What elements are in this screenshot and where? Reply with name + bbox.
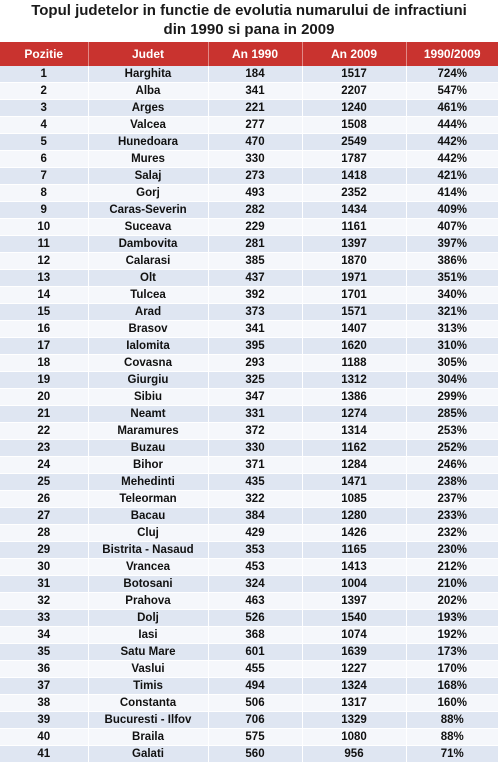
cell-an-1990: 372 bbox=[208, 423, 302, 440]
cell-judet: Alba bbox=[88, 83, 208, 100]
cell-judet: Hunedoara bbox=[88, 134, 208, 151]
cell-pozitie: 25 bbox=[0, 474, 88, 491]
cell-ratio: 230% bbox=[406, 542, 498, 559]
table-row bbox=[0, 678, 498, 695]
col-header-an-2009: An 2009 bbox=[302, 42, 406, 66]
cell-an-2009: 1787 bbox=[302, 151, 406, 168]
cell-pozitie: 40 bbox=[0, 729, 88, 746]
cell-an-2009: 1397 bbox=[302, 593, 406, 610]
cell-judet: Neamt bbox=[88, 406, 208, 423]
cell-pozitie: 7 bbox=[0, 168, 88, 185]
table-row bbox=[0, 304, 498, 321]
cell-an-2009: 1161 bbox=[302, 219, 406, 236]
cell-ratio: 724% bbox=[406, 66, 498, 83]
cell-ratio: 173% bbox=[406, 644, 498, 661]
cell-judet: Ialomita bbox=[88, 338, 208, 355]
cell-pozitie: 35 bbox=[0, 644, 88, 661]
cell-ratio: 351% bbox=[406, 270, 498, 287]
cell-judet: Buzau bbox=[88, 440, 208, 457]
cell-judet: Dambovita bbox=[88, 236, 208, 253]
cell-judet: Iasi bbox=[88, 627, 208, 644]
cell-ratio: 71% bbox=[406, 746, 498, 763]
table-row bbox=[0, 491, 498, 508]
table-title bbox=[0, 0, 498, 42]
cell-an-1990: 494 bbox=[208, 678, 302, 695]
cell-ratio: 313% bbox=[406, 321, 498, 338]
title-line-2: din 1990 si pana in 2009 bbox=[163, 21, 335, 38]
cell-an-2009: 1284 bbox=[302, 457, 406, 474]
cell-ratio: 414% bbox=[406, 185, 498, 202]
cell-an-1990: 455 bbox=[208, 661, 302, 678]
cell-ratio: 233% bbox=[406, 508, 498, 525]
table-row bbox=[0, 321, 498, 338]
cell-ratio: 168% bbox=[406, 678, 498, 695]
cell-an-2009: 1540 bbox=[302, 610, 406, 627]
table-body bbox=[0, 66, 498, 763]
cell-an-1990: 282 bbox=[208, 202, 302, 219]
cell-ratio: 238% bbox=[406, 474, 498, 491]
table-row bbox=[0, 100, 498, 117]
cell-ratio: 409% bbox=[406, 202, 498, 219]
table-header bbox=[0, 42, 498, 66]
cell-pozitie: 41 bbox=[0, 746, 88, 763]
cell-pozitie: 29 bbox=[0, 542, 88, 559]
cell-ratio: 461% bbox=[406, 100, 498, 117]
cell-pozitie: 31 bbox=[0, 576, 88, 593]
table-row bbox=[0, 236, 498, 253]
cell-pozitie: 20 bbox=[0, 389, 88, 406]
table-row bbox=[0, 729, 498, 746]
cell-ratio: 253% bbox=[406, 423, 498, 440]
cell-judet: Bihor bbox=[88, 457, 208, 474]
cell-an-2009: 2352 bbox=[302, 185, 406, 202]
cell-an-1990: 575 bbox=[208, 729, 302, 746]
table-row bbox=[0, 134, 498, 151]
cell-an-1990: 373 bbox=[208, 304, 302, 321]
cell-judet: Giurgiu bbox=[88, 372, 208, 389]
cell-an-2009: 1870 bbox=[302, 253, 406, 270]
cell-pozitie: 2 bbox=[0, 83, 88, 100]
cell-judet: Vrancea bbox=[88, 559, 208, 576]
cell-an-1990: 341 bbox=[208, 321, 302, 338]
cell-an-2009: 1162 bbox=[302, 440, 406, 457]
cell-ratio: 237% bbox=[406, 491, 498, 508]
cell-an-1990: 368 bbox=[208, 627, 302, 644]
cell-pozitie: 24 bbox=[0, 457, 88, 474]
cell-an-2009: 2549 bbox=[302, 134, 406, 151]
cell-pozitie: 5 bbox=[0, 134, 88, 151]
cell-judet: Bacau bbox=[88, 508, 208, 525]
table-row bbox=[0, 644, 498, 661]
table-row bbox=[0, 168, 498, 185]
cell-ratio: 88% bbox=[406, 712, 498, 729]
cell-pozitie: 39 bbox=[0, 712, 88, 729]
cell-an-2009: 1517 bbox=[302, 66, 406, 83]
table-row bbox=[0, 525, 498, 542]
table-row bbox=[0, 508, 498, 525]
cell-judet: Gorj bbox=[88, 185, 208, 202]
cell-pozitie: 17 bbox=[0, 338, 88, 355]
cell-judet: Calarasi bbox=[88, 253, 208, 270]
cell-an-2009: 1080 bbox=[302, 729, 406, 746]
cell-pozitie: 33 bbox=[0, 610, 88, 627]
table-row bbox=[0, 117, 498, 134]
table-row bbox=[0, 253, 498, 270]
col-header-judet: Judet bbox=[88, 42, 208, 66]
cell-judet: Bucuresti - Ilfov bbox=[88, 712, 208, 729]
cell-ratio: 160% bbox=[406, 695, 498, 712]
cell-judet: Constanta bbox=[88, 695, 208, 712]
cell-an-1990: 560 bbox=[208, 746, 302, 763]
cell-an-1990: 384 bbox=[208, 508, 302, 525]
title-line-1: Topul judetelor in functie de evolutia numarului de infractiuni bbox=[31, 2, 467, 19]
cell-an-2009: 1386 bbox=[302, 389, 406, 406]
cell-an-1990: 229 bbox=[208, 219, 302, 236]
cell-ratio: 285% bbox=[406, 406, 498, 423]
table-row bbox=[0, 542, 498, 559]
cell-judet: Suceava bbox=[88, 219, 208, 236]
cell-ratio: 407% bbox=[406, 219, 498, 236]
cell-an-1990: 371 bbox=[208, 457, 302, 474]
cell-judet: Braila bbox=[88, 729, 208, 746]
table-row bbox=[0, 440, 498, 457]
cell-an-1990: 506 bbox=[208, 695, 302, 712]
cell-ratio: 192% bbox=[406, 627, 498, 644]
cell-ratio: 210% bbox=[406, 576, 498, 593]
cell-judet: Sibiu bbox=[88, 389, 208, 406]
cell-judet: Tulcea bbox=[88, 287, 208, 304]
cell-an-1990: 493 bbox=[208, 185, 302, 202]
cell-an-2009: 956 bbox=[302, 746, 406, 763]
cell-an-2009: 1407 bbox=[302, 321, 406, 338]
cell-judet: Caras-Severin bbox=[88, 202, 208, 219]
cell-pozitie: 21 bbox=[0, 406, 88, 423]
cell-pozitie: 26 bbox=[0, 491, 88, 508]
ranking-table bbox=[0, 42, 498, 763]
cell-an-1990: 330 bbox=[208, 440, 302, 457]
cell-an-2009: 1324 bbox=[302, 678, 406, 695]
cell-an-2009: 1240 bbox=[302, 100, 406, 117]
cell-ratio: 321% bbox=[406, 304, 498, 321]
cell-an-1990: 293 bbox=[208, 355, 302, 372]
table-row bbox=[0, 610, 498, 627]
cell-an-1990: 277 bbox=[208, 117, 302, 134]
cell-judet: Vaslui bbox=[88, 661, 208, 678]
cell-an-1990: 392 bbox=[208, 287, 302, 304]
cell-judet: Salaj bbox=[88, 168, 208, 185]
cell-judet: Arad bbox=[88, 304, 208, 321]
cell-an-1990: 331 bbox=[208, 406, 302, 423]
cell-an-1990: 706 bbox=[208, 712, 302, 729]
cell-judet: Harghita bbox=[88, 66, 208, 83]
cell-an-2009: 1471 bbox=[302, 474, 406, 491]
table-row bbox=[0, 219, 498, 236]
cell-an-2009: 1280 bbox=[302, 508, 406, 525]
cell-pozitie: 36 bbox=[0, 661, 88, 678]
table-row bbox=[0, 576, 498, 593]
table-row bbox=[0, 66, 498, 83]
cell-an-2009: 1317 bbox=[302, 695, 406, 712]
cell-judet: Prahova bbox=[88, 593, 208, 610]
cell-an-2009: 1639 bbox=[302, 644, 406, 661]
cell-judet: Arges bbox=[88, 100, 208, 117]
cell-judet: Mehedinti bbox=[88, 474, 208, 491]
cell-judet: Timis bbox=[88, 678, 208, 695]
cell-pozitie: 28 bbox=[0, 525, 88, 542]
cell-ratio: 547% bbox=[406, 83, 498, 100]
cell-ratio: 304% bbox=[406, 372, 498, 389]
col-header-ratio: 1990/2009 bbox=[406, 42, 498, 66]
cell-an-2009: 1312 bbox=[302, 372, 406, 389]
cell-an-1990: 273 bbox=[208, 168, 302, 185]
cell-an-1990: 347 bbox=[208, 389, 302, 406]
cell-judet: Covasna bbox=[88, 355, 208, 372]
table-row bbox=[0, 712, 498, 729]
cell-an-2009: 1571 bbox=[302, 304, 406, 321]
cell-ratio: 193% bbox=[406, 610, 498, 627]
table-row bbox=[0, 661, 498, 678]
cell-an-1990: 437 bbox=[208, 270, 302, 287]
cell-judet: Botosani bbox=[88, 576, 208, 593]
cell-ratio: 305% bbox=[406, 355, 498, 372]
cell-an-2009: 1165 bbox=[302, 542, 406, 559]
table-row bbox=[0, 185, 498, 202]
cell-pozitie: 14 bbox=[0, 287, 88, 304]
table-row bbox=[0, 389, 498, 406]
cell-judet: Galati bbox=[88, 746, 208, 763]
cell-an-2009: 1701 bbox=[302, 287, 406, 304]
cell-an-1990: 341 bbox=[208, 83, 302, 100]
cell-pozitie: 37 bbox=[0, 678, 88, 695]
cell-an-2009: 1329 bbox=[302, 712, 406, 729]
cell-an-2009: 1426 bbox=[302, 525, 406, 542]
cell-an-2009: 1434 bbox=[302, 202, 406, 219]
cell-ratio: 310% bbox=[406, 338, 498, 355]
header-row bbox=[0, 42, 498, 66]
table-row bbox=[0, 559, 498, 576]
cell-an-1990: 221 bbox=[208, 100, 302, 117]
table-row bbox=[0, 355, 498, 372]
col-header-pozitie: Pozitie bbox=[24, 47, 64, 61]
col-header-an-1990: An 1990 bbox=[208, 42, 302, 66]
cell-an-1990: 470 bbox=[208, 134, 302, 151]
cell-an-2009: 1004 bbox=[302, 576, 406, 593]
cell-ratio: 246% bbox=[406, 457, 498, 474]
cell-an-1990: 353 bbox=[208, 542, 302, 559]
table-row bbox=[0, 151, 498, 168]
cell-an-1990: 184 bbox=[208, 66, 302, 83]
cell-pozitie: 18 bbox=[0, 355, 88, 372]
cell-judet: Bistrita - Nasaud bbox=[88, 542, 208, 559]
cell-an-2009: 1397 bbox=[302, 236, 406, 253]
cell-pozitie: 13 bbox=[0, 270, 88, 287]
cell-ratio: 386% bbox=[406, 253, 498, 270]
cell-an-1990: 395 bbox=[208, 338, 302, 355]
cell-ratio: 202% bbox=[406, 593, 498, 610]
cell-ratio: 212% bbox=[406, 559, 498, 576]
table-row bbox=[0, 338, 498, 355]
cell-judet: Teleorman bbox=[88, 491, 208, 508]
cell-ratio: 397% bbox=[406, 236, 498, 253]
cell-judet: Valcea bbox=[88, 117, 208, 134]
cell-ratio: 444% bbox=[406, 117, 498, 134]
table-row bbox=[0, 746, 498, 763]
cell-an-1990: 463 bbox=[208, 593, 302, 610]
cell-pozitie: 11 bbox=[0, 236, 88, 253]
cell-an-2009: 1971 bbox=[302, 270, 406, 287]
cell-an-2009: 1274 bbox=[302, 406, 406, 423]
cell-an-2009: 1620 bbox=[302, 338, 406, 355]
table-row bbox=[0, 423, 498, 440]
table-row bbox=[0, 202, 498, 219]
table-row bbox=[0, 83, 498, 100]
cell-an-2009: 1188 bbox=[302, 355, 406, 372]
table-row bbox=[0, 372, 498, 389]
cell-an-1990: 322 bbox=[208, 491, 302, 508]
cell-judet: Satu Mare bbox=[88, 644, 208, 661]
cell-judet: Dolj bbox=[88, 610, 208, 627]
cell-an-2009: 1413 bbox=[302, 559, 406, 576]
cell-pozitie: 23 bbox=[0, 440, 88, 457]
cell-an-1990: 330 bbox=[208, 151, 302, 168]
table-row bbox=[0, 695, 498, 712]
cell-ratio: 442% bbox=[406, 134, 498, 151]
cell-ratio: 299% bbox=[406, 389, 498, 406]
cell-pozitie: 27 bbox=[0, 508, 88, 525]
table-row bbox=[0, 627, 498, 644]
cell-pozitie: 1 bbox=[0, 66, 88, 83]
cell-pozitie: 16 bbox=[0, 321, 88, 338]
table-row bbox=[0, 287, 498, 304]
cell-judet: Mures bbox=[88, 151, 208, 168]
cell-pozitie: 32 bbox=[0, 593, 88, 610]
cell-an-2009: 1508 bbox=[302, 117, 406, 134]
cell-pozitie: 22 bbox=[0, 423, 88, 440]
table-row bbox=[0, 474, 498, 491]
cell-an-1990: 281 bbox=[208, 236, 302, 253]
cell-pozitie: 34 bbox=[0, 627, 88, 644]
cell-ratio: 421% bbox=[406, 168, 498, 185]
cell-an-2009: 1314 bbox=[302, 423, 406, 440]
cell-an-2009: 1074 bbox=[302, 627, 406, 644]
table-row bbox=[0, 270, 498, 287]
cell-ratio: 232% bbox=[406, 525, 498, 542]
cell-judet: Olt bbox=[88, 270, 208, 287]
table-row bbox=[0, 593, 498, 610]
cell-pozitie: 12 bbox=[0, 253, 88, 270]
cell-an-1990: 429 bbox=[208, 525, 302, 542]
cell-an-1990: 325 bbox=[208, 372, 302, 389]
cell-pozitie: 10 bbox=[0, 219, 88, 236]
cell-pozitie: 6 bbox=[0, 151, 88, 168]
cell-judet: Maramures bbox=[88, 423, 208, 440]
cell-pozitie: 8 bbox=[0, 185, 88, 202]
cell-an-2009: 1418 bbox=[302, 168, 406, 185]
cell-pozitie: 19 bbox=[0, 372, 88, 389]
table-row bbox=[0, 406, 498, 423]
cell-pozitie: 4 bbox=[0, 117, 88, 134]
cell-ratio: 88% bbox=[406, 729, 498, 746]
cell-ratio: 252% bbox=[406, 440, 498, 457]
table-row bbox=[0, 457, 498, 474]
cell-ratio: 340% bbox=[406, 287, 498, 304]
cell-an-2009: 2207 bbox=[302, 83, 406, 100]
cell-an-1990: 435 bbox=[208, 474, 302, 491]
cell-an-1990: 601 bbox=[208, 644, 302, 661]
cell-pozitie: 30 bbox=[0, 559, 88, 576]
cell-pozitie: 3 bbox=[0, 100, 88, 117]
cell-judet: Cluj bbox=[88, 525, 208, 542]
cell-an-2009: 1227 bbox=[302, 661, 406, 678]
cell-an-1990: 324 bbox=[208, 576, 302, 593]
cell-an-1990: 453 bbox=[208, 559, 302, 576]
cell-ratio: 442% bbox=[406, 151, 498, 168]
cell-an-1990: 526 bbox=[208, 610, 302, 627]
cell-pozitie: 38 bbox=[0, 695, 88, 712]
cell-judet: Brasov bbox=[88, 321, 208, 338]
cell-pozitie: 9 bbox=[0, 202, 88, 219]
cell-ratio: 170% bbox=[406, 661, 498, 678]
cell-pozitie: 15 bbox=[0, 304, 88, 321]
cell-an-2009: 1085 bbox=[302, 491, 406, 508]
cell-an-1990: 385 bbox=[208, 253, 302, 270]
